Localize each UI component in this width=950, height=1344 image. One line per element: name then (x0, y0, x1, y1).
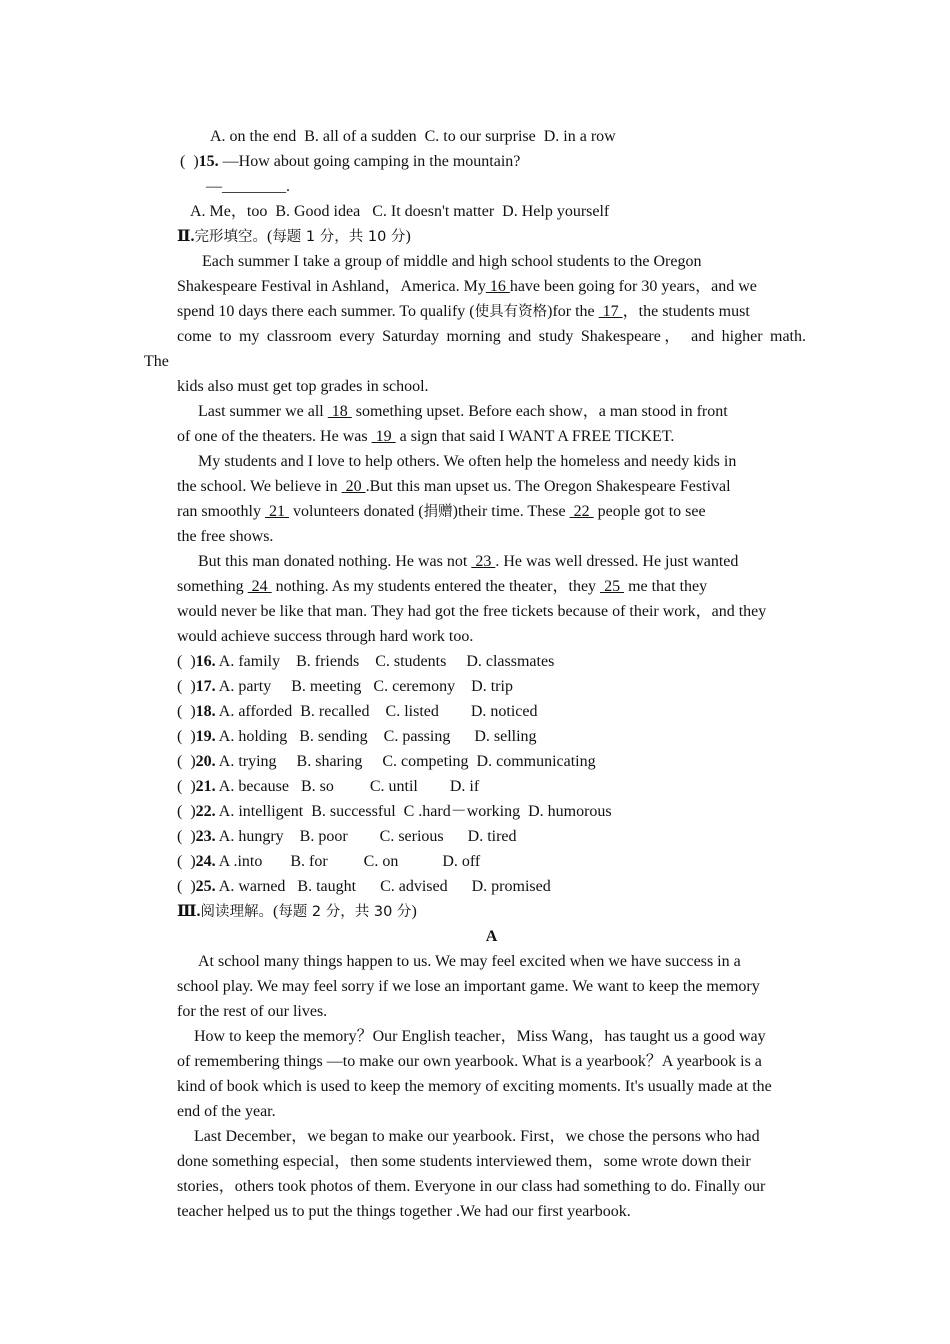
score-paren-close: ) (411, 903, 417, 920)
passage-line: stories，others took photos of them. Everyone in our class had something to do. Finally our (177, 1178, 766, 1195)
answer-paren: ( ) (177, 728, 196, 745)
section-2-heading (177, 227, 411, 247)
answer-paren: ( ) (177, 803, 196, 820)
cloze-line-wrap: The (144, 353, 169, 370)
passage-line: Last December，we began to make our yearbook. First，we chose the persons who had (194, 1128, 760, 1145)
blank-17: 17 (598, 303, 623, 320)
choice-line-25 (177, 877, 551, 897)
text: )for the (547, 303, 599, 320)
choice-options: A .into B. for C. on D. off (215, 853, 481, 870)
question-number: 15. (198, 153, 219, 170)
choice-line-23 (177, 827, 517, 847)
section-title: 完形填空。 (194, 229, 267, 245)
text: ，the students must (622, 303, 750, 320)
text: something (177, 578, 248, 595)
question-number: 16. (195, 653, 216, 670)
text: the school. We believe in (177, 478, 342, 495)
choice-line-24 (177, 852, 480, 872)
choice-options: A. family B. friends C. students D. classmates (215, 653, 555, 670)
passage-line: for the rest of our lives. (177, 1003, 328, 1020)
cloze-line: would never be like that man. They had got the free tickets because of their work，and they (177, 603, 767, 620)
text: of one of the theaters. He was (177, 428, 372, 445)
cloze-line (198, 402, 728, 422)
text: volunteers donated ( (289, 503, 424, 520)
cloze-line: would achieve success through hard work too. (177, 628, 474, 645)
answer-paren: ( ) (177, 653, 196, 670)
answer-paren: ( ) (180, 153, 199, 170)
cloze-line (177, 427, 674, 447)
cloze-line: My students and I love to help others. We often help the homeless and needy kids in (198, 453, 737, 470)
choice-line-21 (177, 777, 479, 797)
choice-line-17 (177, 677, 513, 697)
blank-19: 19 (371, 428, 396, 445)
text: nothing. As my students entered the theater，they (271, 578, 601, 595)
q15-answer-line: —________. (206, 178, 290, 195)
score-paren-open: ( (266, 228, 273, 245)
text: Last summer we all (198, 403, 328, 420)
choice-line-18 (177, 702, 538, 722)
text: have been going for 30 years，and we (509, 278, 757, 295)
score-paren-open: ( (272, 903, 279, 920)
section-number: Ⅲ. (177, 903, 201, 920)
question-number: 24. (195, 853, 216, 870)
section-score: 每题 2 分，共 30 分 (278, 904, 412, 920)
passage-heading: A (485, 928, 498, 945)
cloze-line (177, 502, 706, 522)
section-title: 阅读理解。 (200, 904, 273, 920)
cloze-line: Each summer I take a group of middle and high school students to the Oregon (202, 253, 702, 270)
score-paren-close: ) (405, 228, 411, 245)
cloze-line: the free shows. (177, 528, 274, 545)
cloze-line (177, 577, 707, 597)
answer-paren: ( ) (177, 778, 196, 795)
passage-line: of remembering things —to make our own yearbook. What is a yearbook？A yearbook is a (177, 1053, 762, 1070)
cloze-line (177, 477, 731, 497)
answer-paren: ( ) (177, 853, 196, 870)
blank-24: 24 (247, 578, 272, 595)
question-number: 19. (195, 728, 216, 745)
section-number: Ⅱ. (177, 228, 195, 245)
section-score: 每题 1 分，共 10 分 (272, 229, 406, 245)
text: ran smoothly (177, 503, 265, 520)
choice-options: A. afforded B. recalled C. listed D. noticed (215, 703, 538, 720)
question-text: —How about going camping in the mountain? (218, 153, 521, 170)
q15-options: A. Me，too B. Good idea C. It doesn't matter D. Help yourself (190, 203, 610, 220)
question-number: 20. (195, 753, 216, 770)
question-number: 18. (195, 703, 216, 720)
cloze-line (198, 552, 738, 572)
question-number: 25. (195, 878, 216, 895)
choice-options: A. intelligent B. successful C .hard－working D. humorous (215, 803, 612, 820)
passage-line: end of the year. (177, 1103, 276, 1120)
question-number: 22. (195, 803, 216, 820)
answer-paren: ( ) (177, 753, 196, 770)
blank-20: 20 (341, 478, 366, 495)
cloze-line: come to my classroom every Saturday morning and study Shakespeare， and higher math. (177, 328, 806, 345)
q15-question (180, 152, 520, 172)
passage-line: teacher helped us to put the things together .We had our first yearbook. (177, 1203, 631, 1220)
text: )their time. These (452, 503, 570, 520)
text: people got to see (593, 503, 706, 520)
blank-21: 21 (265, 503, 289, 520)
text: a sign that said I WANT A FREE TICKET. (395, 428, 675, 445)
text: .But this man upset us. The Oregon Shakespeare Festival (365, 478, 731, 495)
text: Shakespeare Festival in Ashland，America. My (177, 278, 486, 295)
cloze-line (177, 277, 757, 297)
blank-18: 18 (327, 403, 352, 420)
blank-23: 23 (471, 553, 496, 570)
choice-options: A. party B. meeting C. ceremony D. trip (215, 678, 513, 695)
question-number: 23. (195, 828, 216, 845)
text: But this man donated nothing. He was not (198, 553, 472, 570)
choice-line-16 (177, 652, 554, 672)
choice-line-19 (177, 727, 537, 747)
choice-line-20 (177, 752, 596, 772)
blank-22: 22 (569, 503, 594, 520)
answer-paren: ( ) (177, 703, 196, 720)
section-3-heading (177, 902, 417, 922)
text: spend 10 days there each summer. To qualify ( (177, 303, 475, 320)
text: me that they (624, 578, 708, 595)
cloze-line: kids also must get top grades in school. (177, 378, 429, 395)
cloze-line (177, 302, 750, 322)
choice-options: A. holding B. sending C. passing D. selling (215, 728, 537, 745)
choice-options: A. warned B. taught C. advised D. promised (215, 878, 551, 895)
passage-line: kind of book which is used to keep the memory of exciting moments. It's usually made at the (177, 1078, 772, 1095)
text: something upset. Before each show，a man stood in front (351, 403, 728, 420)
question-number: 21. (195, 778, 216, 795)
choice-line-22 (177, 802, 612, 822)
text: . He was well dressed. He just wanted (495, 553, 739, 570)
q14-options: A. on the end B. all of a sudden C. to our surprise D. in a row (210, 128, 616, 145)
passage-line: How to keep the memory？Our English teacher，Miss Wang，has taught us a good way (194, 1028, 766, 1045)
choice-options: A. trying B. sharing C. competing D. communicating (215, 753, 596, 770)
chinese-gloss: 捐赠 (423, 504, 453, 520)
answer-paren: ( ) (177, 678, 196, 695)
question-number: 17. (195, 678, 216, 695)
passage-line: At school many things happen to us. We may feel excited when we have success in a (198, 953, 741, 970)
choice-options: A. because B. so C. until D. if (215, 778, 480, 795)
passage-line: done something especial，then some students interviewed them，some wrote down their (177, 1153, 751, 1170)
answer-paren: ( ) (177, 828, 196, 845)
chinese-gloss: 使具有资格 (474, 304, 548, 320)
blank-16: 16 (485, 278, 510, 295)
answer-paren: ( ) (177, 878, 196, 895)
passage-line: school play. We may feel sorry if we lose an important game. We want to keep the memory (177, 978, 760, 995)
blank-25: 25 (600, 578, 625, 595)
choice-options: A. hungry B. poor C. serious D. tired (215, 828, 517, 845)
